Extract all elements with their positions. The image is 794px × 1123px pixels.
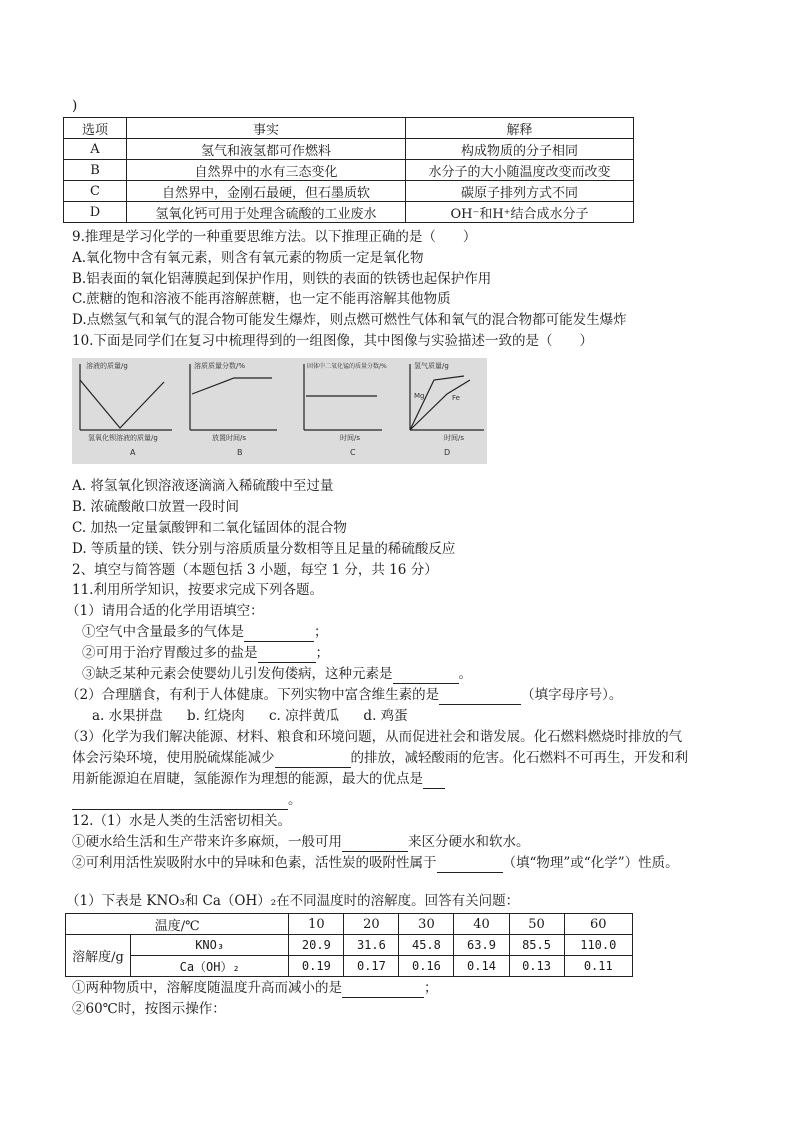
graph-d-ylabel: 氢气质量/g [414, 362, 449, 370]
q9-stem: 9.推理是学习化学的一种重要思维方法。以下推理正确的是（ ） [72, 229, 477, 245]
graph-b-ylabel: 溶质质量分数/% [194, 362, 246, 370]
q9-option-b: B.铝表面的氧化铝薄膜起到保护作用，则铁的表面的铁锈也起保护作用 [72, 271, 492, 287]
graph-b-xlabel: 放置时间/s [212, 434, 247, 442]
table-cell: 0.19 [289, 956, 344, 977]
q12-a-tail: 来区分硬水和软水。 [408, 834, 530, 850]
solubility-label: 溶解度/g [66, 935, 131, 977]
graph-c-tag: C [350, 448, 356, 457]
table-cell: A [64, 139, 127, 160]
table-cell: KNO₃ [131, 935, 289, 956]
q12-table-intro: （1）下表是 KNO₃和 Ca（OH）₂在不同温度时的溶解度。回答有关问题： [66, 893, 520, 909]
graph-a [80, 364, 172, 430]
table-row [66, 956, 633, 977]
semicolon: ； [315, 645, 329, 661]
table-cell: 0.16 [399, 956, 454, 977]
table-cell: 0.11 [564, 956, 632, 977]
graph-d-xlabel: 时间/s [444, 434, 465, 442]
table-cell: 0.14 [454, 956, 509, 977]
answer-blank[interactable] [275, 753, 351, 768]
answer-blank[interactable] [393, 669, 459, 684]
q9-option-d: D.点燃氢气和氧气的混合物可能发生爆炸，则点燃可燃性气体和氧气的混合物都可能发生爆炸 [72, 312, 627, 328]
table-cell: 10 [289, 914, 344, 935]
temp-label: 温度/℃ [66, 914, 289, 935]
answer-blank[interactable] [342, 983, 424, 998]
q12-c-end: ； [424, 980, 438, 996]
table-cell: 碳原子排列方式不同 [406, 181, 634, 202]
table-cell: 20.9 [289, 935, 344, 956]
facts-table [63, 117, 634, 223]
period: 。 [458, 666, 472, 682]
q10-option-c: C. 加热一定量氯酸钾和二氧化锰固体的混合物 [72, 520, 347, 536]
graph-c-ylabel: 固体中二氧化锰的质量分数/% [307, 363, 387, 370]
header-cell: 事实 [127, 118, 406, 139]
food-option-a: a. 水果拼盘 [92, 708, 163, 724]
q12-c [72, 978, 438, 998]
q11-part3-line2a: 体会污染环境，使用脱硫煤能减少 [72, 750, 275, 766]
q11-part3-line3 [72, 769, 445, 789]
table-cell: D [64, 202, 127, 223]
q11-part1-a [82, 622, 328, 642]
q11-stem: 11.利用所学知识，按要求完成下列各题。 [72, 582, 323, 598]
q11-part1-c [82, 664, 472, 684]
q12-a-text: ①硬水给生活和生产带来许多麻烦，一般可用 [72, 834, 342, 850]
table-cell: 自然界中的水有三态变化 [127, 160, 406, 181]
graph-a-tag: A [130, 448, 136, 457]
table-header [64, 118, 634, 139]
graph-b-tag: B [237, 448, 243, 457]
table-cell: 0.17 [344, 956, 399, 977]
q10-option-a: A. 将氢氧化钡溶液逐滴滴入稀硫酸中至过量 [72, 478, 334, 494]
q11-part2-text: （2）合理膳食，有利于人体健康。下列实物中富含维生素的是 [66, 687, 440, 703]
q10-option-d: D. 等质量的镁、铁分别与溶质质量分数相等且足量的稀硫酸反应 [72, 541, 456, 557]
table-cell: 30 [399, 914, 454, 935]
q11-part1-b-text: ②可用于治疗胃酸过多的盐是 [82, 645, 258, 661]
graph-c [304, 364, 382, 430]
graph-a-xlabel: 氢氧化钡溶液的质量/g [88, 434, 158, 442]
q11-part3-line2b: 的排放，减轻酸雨的危害。化石燃料不可再生，开发和利 [350, 750, 688, 766]
food-option-c: c. 凉拌黄瓜 [268, 708, 340, 724]
q9-option-c: C.蔗糖的饱和溶液不能再溶解蔗糖，也一定不能再溶解其他物质 [72, 291, 451, 307]
table-cell: 110.0 [564, 935, 632, 956]
q11-part2-tail: （填字母序号）。 [521, 687, 623, 703]
food-option-d: d. 鸡蛋 [363, 708, 408, 724]
table-cell: 构成物质的分子相同 [406, 139, 634, 160]
answer-blank[interactable] [244, 627, 314, 642]
table-cell: OH⁻和H⁺结合成水分子 [406, 202, 634, 223]
table-row [64, 139, 634, 160]
graph-d-series-mg: Mg [414, 392, 425, 400]
table-row [64, 181, 634, 202]
leading-paren: ) [72, 98, 78, 114]
q11-part3-line4 [72, 790, 302, 810]
q12-c-text: ①两种物质中，溶解度随温度升高而减小的是 [72, 980, 342, 996]
q10-graphs-image [72, 358, 487, 464]
graph-a-ylabel: 溶液的质量/g [86, 362, 128, 370]
q12-b-tail: （填“物理”或“化学”）性质。 [502, 855, 679, 871]
table-cell: 31.6 [344, 935, 399, 956]
table-cell: C [64, 181, 127, 202]
q11-part3-end: 。 [288, 792, 302, 808]
table-cell: 50 [509, 914, 564, 935]
q11-part1: （1）请用合适的化学用语填空： [66, 603, 264, 619]
semicolon: ； [314, 624, 328, 640]
answer-blank[interactable] [437, 858, 503, 873]
table-cell: 85.5 [509, 935, 564, 956]
table-row [66, 935, 633, 956]
answer-blank[interactable] [439, 690, 521, 705]
q9-option-a: A.氧化物中含有氧元素，则含有氧元素的物质一定是氧化物 [72, 250, 424, 266]
table-cell: 自然界中，金刚石最硬，但石墨质软 [127, 181, 406, 202]
q12-b-text: ②可利用活性炭吸附水中的异味和色素，活性炭的吸附性属于 [72, 855, 437, 871]
table-row [64, 160, 634, 181]
q11-part1-a-text: ①空气中含量最多的气体是 [82, 624, 244, 640]
table-cell: B [64, 160, 127, 181]
q11-foods [92, 706, 408, 726]
q12-a [72, 832, 530, 852]
food-option-b: b. 红烧肉 [186, 708, 245, 724]
table-cell: 氢气和液氢都可作燃料 [127, 139, 406, 160]
table-cell: 0.13 [509, 956, 564, 977]
q12-d: ②60℃时，按图示操作： [72, 1001, 226, 1017]
section-2-heading: 2、填空与简答题（本题包括 3 小题，每空 1 分，共 16 分） [72, 562, 438, 578]
graph-b [190, 364, 277, 430]
table-cell: 63.9 [454, 935, 509, 956]
table-cell: 45.8 [399, 935, 454, 956]
q11-part1-c-text: ③缺乏某种元素会使婴幼儿引发佝偻病，这种元素是 [82, 666, 393, 682]
table-row [66, 914, 633, 935]
answer-blank[interactable] [258, 648, 316, 663]
table-row [64, 202, 634, 223]
q11-part3-line3-text: 用新能源迫在眉睫，氢能源作为理想的能源，最大的优点是 [72, 771, 423, 787]
table-cell: 40 [454, 914, 509, 935]
table-cell: 水分子的大小随温度改变而改变 [406, 160, 634, 181]
table-cell: 氢氧化钙可用于处理含硫酸的工业废水 [127, 202, 406, 223]
header-cell: 解释 [406, 118, 634, 139]
answer-blank[interactable] [342, 837, 408, 852]
q10-stem: 10.下面是同学们在复习中梳理得到的一组图像，其中图像与实验描述一致的是（ ） [72, 333, 593, 349]
q11-part2 [66, 685, 622, 705]
q11-part1-b [82, 643, 329, 663]
q10-graphs-svg [72, 358, 487, 464]
q12-stem: 12.（1）水是人类的生活密切相关。 [72, 813, 292, 829]
graph-d-tag: D [444, 448, 451, 457]
graph-c-xlabel: 时间/s [340, 434, 361, 442]
header-cell: 选项 [64, 118, 127, 139]
table-cell: 20 [344, 914, 399, 935]
table-cell: 60 [564, 914, 632, 935]
solubility-table [65, 913, 633, 977]
graph-d-series-fe: Fe [452, 394, 460, 402]
q11-part3-line2 [72, 748, 688, 768]
answer-blank[interactable] [423, 774, 445, 789]
q12-b [72, 853, 679, 873]
q10-option-b: B. 浓硫酸敞口放置一段时间 [72, 499, 240, 515]
q11-part3-line1: （3）化学为我们解决能源、材料、粮食和环境问题，从而促进社会和谐发展。化石燃料燃烧时排放的气 [66, 729, 683, 745]
answer-blank[interactable] [72, 795, 288, 810]
table-cell: Ca（OH）₂ [131, 956, 289, 977]
